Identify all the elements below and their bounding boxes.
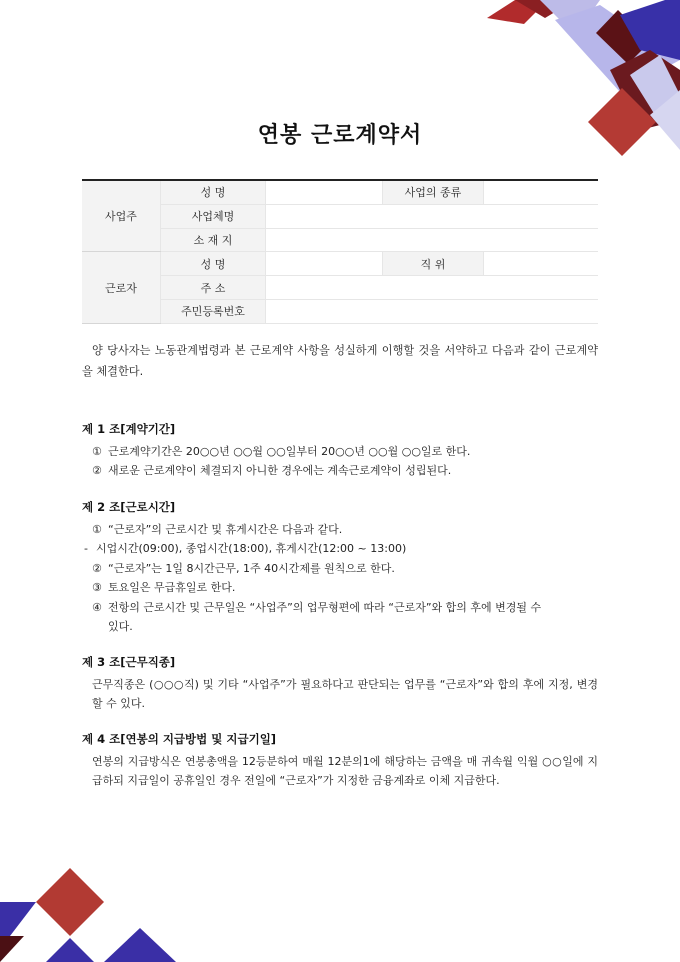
business-type-field[interactable] <box>484 180 599 204</box>
article-heading: 제 3 조[근무직종] <box>82 655 176 669</box>
employer-address-label: 소 재 지 <box>161 228 266 252</box>
list-item: ④ 전항의 근로시간 및 근무일은 “사업주”의 업무형편에 따라 “근로자”와 합의 후에 변경될 수 <box>92 600 542 614</box>
list-item-continuation: 있다. <box>108 620 133 633</box>
employer-group-label: 사업주 <box>82 180 161 252</box>
article-body: 연봉의 지급방식은 연봉총액을 12등분하여 매월 12분의1에 해당하는 금액을 매 귀속월 익월 ○○일에 지급하되 지급일이 공휴일인 경우 전일에 “근로자”가 지정한 금융계좌로 이체 지급한다. <box>92 754 598 787</box>
list-item: ① 근로계약기간은 20○○년 ○○월 ○○일부터 20○○년 ○○월 ○○일로 한다. <box>92 444 471 458</box>
article-heading: 제 4 조[연봉의 지급방법 및 지급기일] <box>82 732 277 746</box>
employee-name-field[interactable] <box>266 252 383 276</box>
position-field[interactable] <box>484 252 599 276</box>
business-type-label: 사업의 종류 <box>383 180 484 204</box>
employee-address-label: 주 소 <box>161 276 266 300</box>
employee-group-label: 근로자 <box>82 252 161 323</box>
article-1 <box>82 420 598 481</box>
article-body: 근무직종은 (○○○직) 및 기타 “사업주”가 필요하다고 판단되는 업무를 “근로자”와 합의 후에 지정, 변경할 수 있다. <box>92 677 598 710</box>
list-item: - 시업시간(09:00), 종업시간(18:00), 휴게시간(12:00 ~ 13:00) <box>84 542 407 555</box>
employer-name-field[interactable] <box>266 180 383 204</box>
employer-name-label: 성 명 <box>161 180 266 204</box>
article-4 <box>82 730 598 791</box>
article-heading: 제 2 조[근로시간] <box>82 500 176 514</box>
list-item: ③ 토요일은 무급휴일로 한다. <box>92 581 236 594</box>
article-heading: 제 1 조[계약기간] <box>82 422 176 436</box>
list-item: ② “근로자”는 1일 8시간근무, 1주 40시간제를 원칙으로 한다. <box>92 561 395 575</box>
company-name-label: 사업체명 <box>161 204 266 228</box>
employee-name-label: 성 명 <box>161 252 266 276</box>
bottom-left-decoration <box>0 868 176 962</box>
article-2 <box>82 498 598 637</box>
party-info-table <box>82 179 598 324</box>
intro-paragraph: 양 당사자는 노동관계법령과 본 근로계약 사항을 성실하게 이행할 것을 서약하고 다음과 같이 근로계약을 체결한다. <box>82 344 598 378</box>
employer-address-field[interactable] <box>266 228 599 252</box>
position-label: 직 위 <box>383 252 484 276</box>
article-3 <box>82 653 598 714</box>
page-title: 연봉 근로계약서 <box>257 123 423 148</box>
resident-number-field[interactable] <box>266 299 599 323</box>
list-item: ② 새로운 근로계약이 체결되지 아니한 경우에는 계속근로계약이 성립된다. <box>92 464 452 477</box>
list-item: ① “근로자”의 근로시간 및 휴게시간은 다음과 같다. <box>92 522 343 536</box>
resident-number-label: 주민등록번호 <box>161 299 266 323</box>
employee-address-field[interactable] <box>266 276 599 300</box>
company-name-field[interactable] <box>266 204 599 228</box>
